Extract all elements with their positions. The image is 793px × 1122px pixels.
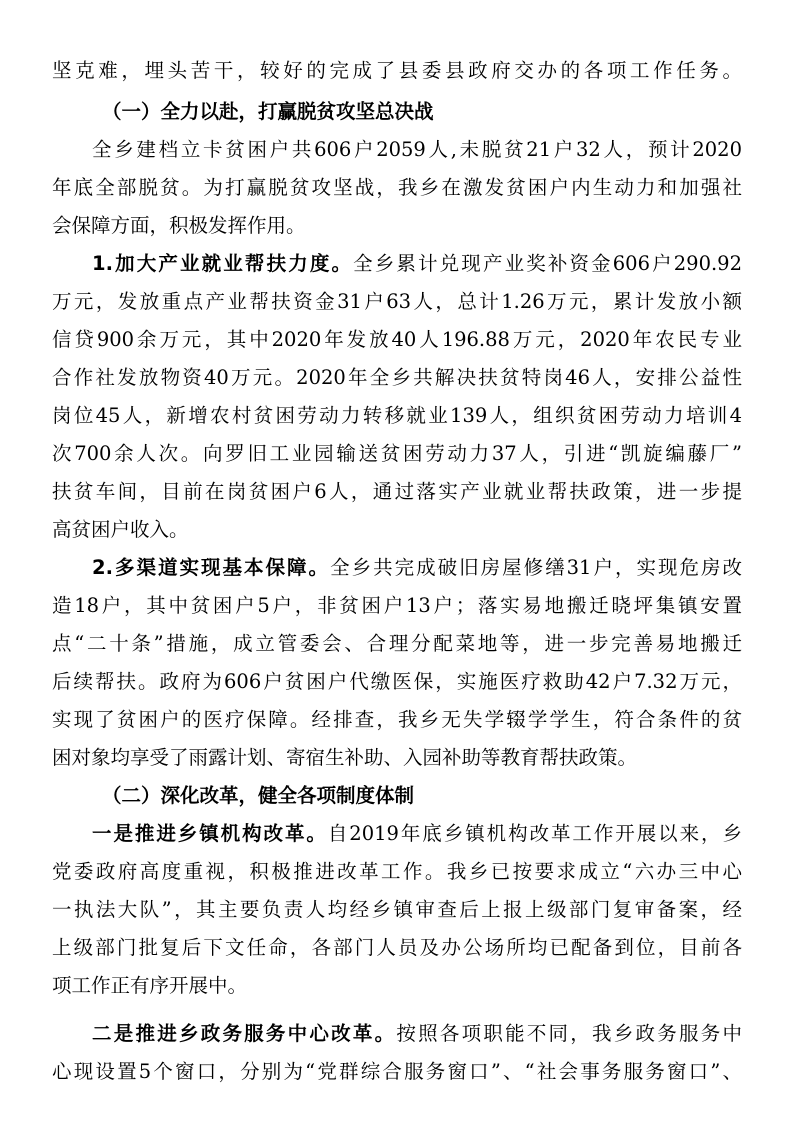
paragraph-line: 信贷900余万元，其中2020年发放40人196.88万元，2020年农民专业 bbox=[52, 328, 742, 351]
paragraph-line: 会保障方面，积极发挥作用。 bbox=[52, 214, 306, 237]
subheading: 1.加大产业就业帮扶力度。 bbox=[92, 252, 354, 275]
paragraph-text: 全乡累计兑现产业奖补资金606户290.92 bbox=[353, 252, 742, 275]
section-heading: （一）全力以赴，打赢脱贫攻坚总决战 bbox=[102, 100, 434, 123]
paragraph-line: 万元，发放重点产业帮扶资金31户63人，总计1.26万元，累计发放小额 bbox=[52, 290, 742, 313]
paragraph-line: 坚克难，埋头苦干，较好的完成了县委县政府交办的各项工作任务。 bbox=[52, 59, 742, 82]
paragraph-line bbox=[92, 249, 742, 279]
subheading: 一是推进乡镇机构改革。 bbox=[92, 822, 328, 845]
paragraph-line: 年底全部脱贫。为打赢脱贫攻坚战，我乡在激发贫困户内生动力和加强社 bbox=[52, 176, 742, 199]
paragraph-line: 扶贫车间，目前在岗贫困户6人，通过落实产业就业帮扶政策，进一步提 bbox=[52, 480, 742, 503]
paragraph-line: 党委政府高度重视，积极推进改革工作。我乡已按要求成立“六办三中心 bbox=[52, 860, 742, 883]
paragraph-line bbox=[92, 819, 742, 849]
paragraph-line: 上级部门批复后下文任命，各部门人员及办公场所均已配备到位，目前各 bbox=[52, 936, 742, 959]
paragraph-line: 高贫困户收入。 bbox=[52, 518, 189, 541]
subheading: 2.多渠道实现基本保障。 bbox=[92, 556, 331, 579]
paragraph-line: 次700余人次。向罗旧工业园输送贫困劳动力37人，引进“凯旋编藤厂” bbox=[52, 442, 742, 465]
paragraph-line: 岗位45人，新增农村贫困劳动力转移就业139人，组织贫困劳动力培训4 bbox=[52, 404, 742, 427]
paragraph-line: 全乡建档立卡贫困户共606户2059人,未脱贫21户32人，预计2020 bbox=[92, 138, 742, 161]
paragraph-text: 自2019年底乡镇机构改革工作开展以来，乡 bbox=[327, 822, 742, 845]
paragraph-text: 按照各项职能不同，我乡政务服务中 bbox=[396, 1022, 742, 1045]
paragraph-line: 项工作正有序开展中。 bbox=[52, 974, 248, 997]
paragraph-line: 合作社发放物资40万元。2020年全乡共解决扶贫特岗46人，安排公益性 bbox=[52, 366, 742, 389]
paragraph-text: 全乡共完成破旧房屋修缮31户，实现危房改 bbox=[330, 556, 742, 579]
paragraph-line: 造18户，其中贫困户5户，非贫困户13户；落实易地搬迁晓坪集镇安置 bbox=[52, 594, 742, 617]
paragraph-line: 点“二十条”措施，成立管委会、合理分配菜地等，进一步完善易地搬迁 bbox=[52, 632, 742, 655]
paragraph-line bbox=[92, 1019, 742, 1049]
paragraph-line bbox=[92, 553, 742, 583]
paragraph-line: 后续帮扶。政府为606户贫困户代缴医保，实施医疗救助42户7.32万元， bbox=[52, 670, 742, 693]
paragraph-line: 心现设置5个窗口，分别为“党群综合服务窗口”、“社会事务服务窗口”、 bbox=[52, 1060, 742, 1083]
section-heading: （二）深化改革，健全各项制度体制 bbox=[102, 784, 415, 807]
paragraph-line: 一执法大队”，其主要负责人均经乡镇审查后上报上级部门复审备案，经 bbox=[52, 898, 742, 921]
paragraph-line: 实现了贫困户的医疗保障。经排查，我乡无失学辍学学生，符合条件的贫 bbox=[52, 708, 742, 731]
paragraph-line: 困对象均享受了雨露计划、寄宿生补助、入园补助等教育帮扶政策。 bbox=[52, 746, 638, 769]
subheading: 二是推进乡政务服务中心改革。 bbox=[92, 1022, 397, 1045]
